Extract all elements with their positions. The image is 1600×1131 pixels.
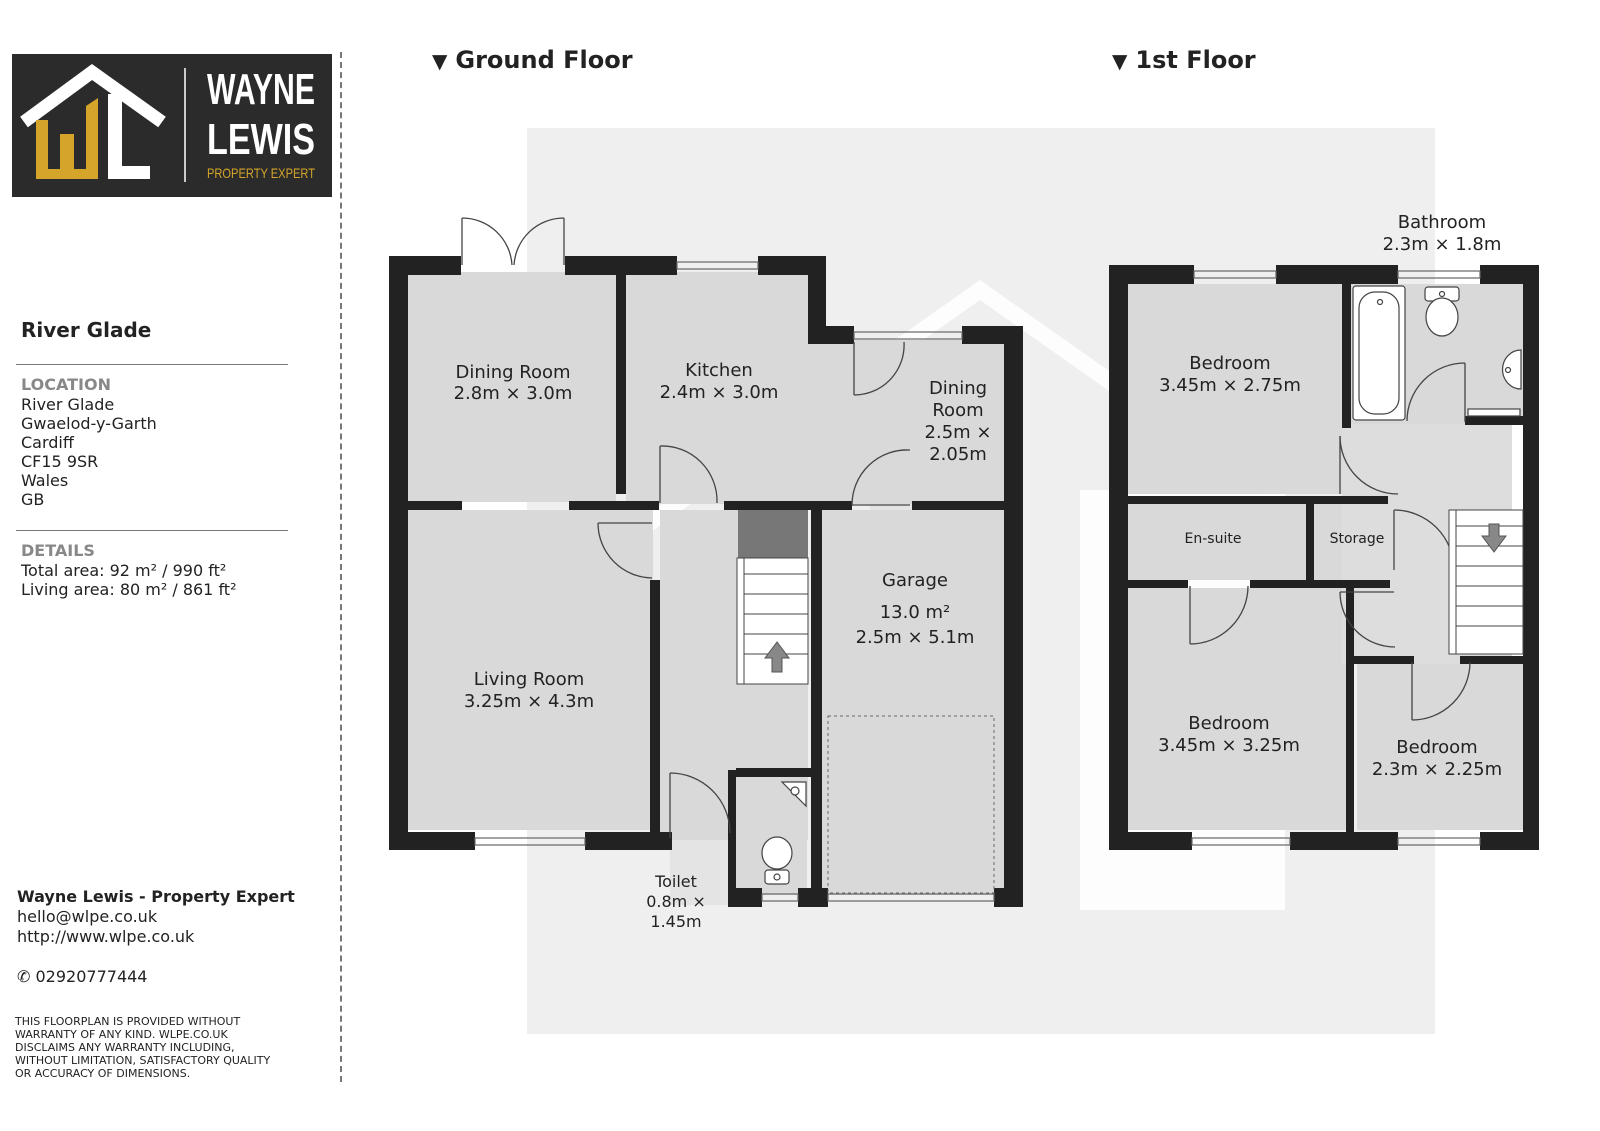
stairs-down	[1449, 510, 1523, 654]
room-size: 2.5m × 5.1m	[855, 627, 975, 648]
details-heading: DETAILS	[21, 541, 95, 560]
location-heading: LOCATION	[21, 375, 111, 394]
address-line: Cardiff	[21, 433, 74, 452]
room-name: Garage	[882, 570, 948, 591]
room-size: 1.45m	[650, 912, 702, 931]
logo-line1: WAYNE	[207, 65, 315, 114]
room-name: Living Room	[473, 669, 585, 690]
disclaimer: THIS FLOORPLAN IS PROVIDED WITHOUT WARRANTY OF ANY KIND. WLPE.CO.UK DISCLAIMS ANY WARRANTY INCLUDING, WITHOUT LIMITATION, SATISFACTORY QUALITY OR ACCURACY OF DIMENSIONS.	[15, 1015, 271, 1080]
address-line: Gwaelod-y-Garth	[21, 414, 157, 433]
phone-icon: ✆	[17, 967, 31, 986]
room-area: 13.0 m²	[879, 602, 951, 623]
address-line: GB	[21, 490, 45, 509]
property-title: River Glade	[21, 318, 152, 342]
room-name: Bedroom	[1396, 737, 1478, 758]
living-area: Living area: 80 m² / 861 ft²	[21, 580, 237, 599]
address-line: Wales	[21, 471, 69, 490]
room-size: 2.3m × 1.8m	[1382, 234, 1502, 255]
room-size: 3.45m × 3.25m	[1158, 735, 1300, 756]
room-name: Dining Room	[455, 362, 571, 383]
address-line: CF15 9SR	[21, 452, 99, 471]
room-name: Storage	[1329, 531, 1385, 547]
triangle-down-icon: ▼	[1112, 49, 1128, 73]
room-size: 2.5m ×	[924, 422, 992, 443]
room-name: Bedroom	[1188, 713, 1270, 734]
floor-title-text: 1st Floor	[1135, 46, 1256, 74]
room-name: Kitchen	[685, 360, 753, 381]
email-link[interactable]: hello@wlpe.co.uk	[17, 907, 158, 926]
first-floor-plan	[1109, 212, 1539, 850]
triangle-down-icon: ▼	[432, 49, 448, 73]
room-size: 0.8m ×	[646, 892, 706, 911]
logo-line2: LEWIS	[207, 115, 315, 164]
room-name: En-suite	[1184, 531, 1242, 547]
stairs-up	[737, 510, 808, 684]
contact-name: Wayne Lewis - Property Expert	[17, 887, 295, 906]
total-area: Total area: 92 m² / 990 ft²	[21, 561, 227, 580]
phone-number: 02920777444	[35, 967, 148, 986]
room-name: Room	[932, 400, 984, 421]
website-link[interactable]: http://www.wlpe.co.uk	[17, 927, 195, 946]
room-name: Bathroom	[1397, 212, 1487, 233]
room-size: 2.3m × 2.25m	[1371, 759, 1503, 780]
address-line: River Glade	[21, 395, 115, 414]
room-size: 3.45m × 2.75m	[1159, 375, 1301, 396]
room-name: Bedroom	[1189, 353, 1271, 374]
logo-tagline: PROPERTY EXPERT	[207, 165, 316, 181]
room-name: Dining	[928, 378, 988, 399]
floor-title-text: Ground Floor	[455, 46, 633, 74]
room-name: Toilet	[655, 872, 697, 891]
room-size: 2.8m × 3.0m	[453, 383, 573, 404]
room-size: 2.05m	[929, 444, 987, 465]
room-size: 3.25m × 4.3m	[463, 691, 595, 712]
room-size: 2.4m × 3.0m	[659, 382, 779, 403]
